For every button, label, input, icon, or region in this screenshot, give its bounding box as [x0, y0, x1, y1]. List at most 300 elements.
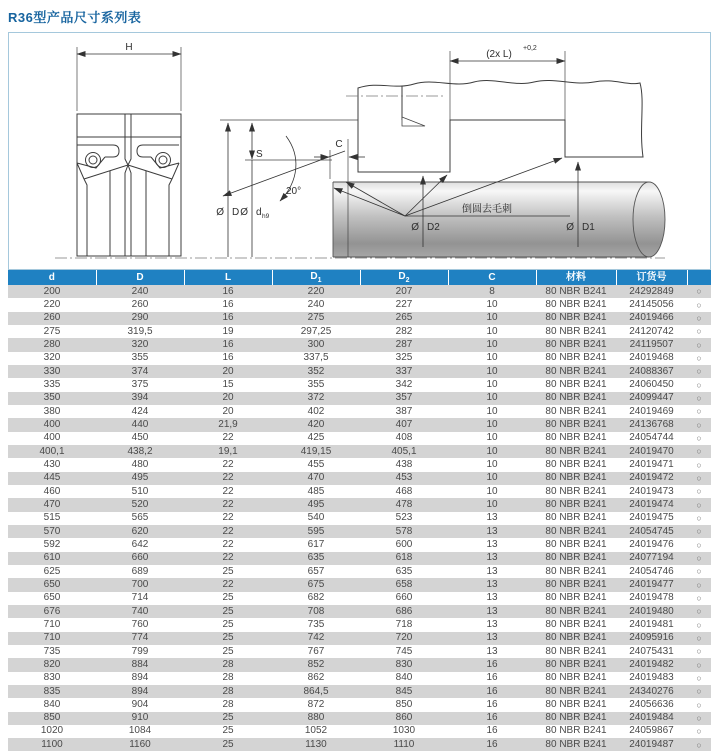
availability-circle: ○: [696, 686, 702, 697]
table-row: [8, 378, 711, 391]
cell: 740: [131, 605, 149, 617]
dim-D-label: D: [232, 207, 240, 218]
cell: 700: [131, 578, 149, 590]
table-row: [8, 618, 711, 631]
cell: 470: [43, 498, 61, 510]
cell: 595: [307, 525, 325, 537]
cell: 675: [307, 578, 325, 590]
cell: 16: [486, 725, 498, 737]
cell: 10: [486, 472, 498, 484]
cell: 13: [486, 618, 498, 630]
cell: 24054744: [629, 432, 674, 444]
cell: 282: [395, 325, 413, 337]
table-row: [8, 538, 711, 551]
table-row: [8, 445, 711, 458]
table-row: [8, 592, 711, 605]
cell: 480: [131, 458, 149, 470]
cell: 852: [307, 658, 325, 670]
cell: 375: [131, 378, 149, 390]
cell: 13: [486, 632, 498, 644]
availability-circle: ○: [696, 459, 702, 470]
table-row: [8, 458, 711, 471]
cell: 565: [131, 512, 149, 524]
cell: 1160: [129, 738, 151, 750]
dim-d-shaft-label: d: [256, 207, 262, 218]
cell: 24019482: [629, 658, 674, 670]
availability-circle: ○: [696, 433, 702, 444]
cell: 80 NBR B241: [545, 458, 607, 470]
dia-symbol-d1: Ø: [566, 222, 574, 233]
cell: 80 NBR B241: [545, 325, 607, 337]
cell: 24019468: [629, 352, 674, 364]
cell: 600: [395, 538, 413, 550]
cell: 760: [131, 618, 149, 630]
cell: 408: [395, 432, 413, 444]
cell: 220: [307, 285, 325, 297]
availability-circle: ○: [696, 659, 702, 670]
cell: 689: [131, 565, 149, 577]
availability-circle: ○: [696, 566, 702, 577]
availability-circle: ○: [696, 646, 702, 657]
cell: 80 NBR B241: [545, 538, 607, 550]
cell: 24095916: [629, 632, 674, 644]
cell: 618: [395, 552, 413, 564]
cell: 830: [395, 658, 413, 670]
cell: 80 NBR B241: [545, 472, 607, 484]
dim-c-label: C: [335, 139, 343, 150]
cell: 80 NBR B241: [545, 392, 607, 404]
table-row: [8, 392, 711, 405]
cell: 400,1: [39, 445, 65, 457]
cell: 300: [307, 338, 325, 350]
cell: 337,5: [303, 352, 329, 364]
cell: 24019466: [629, 312, 674, 324]
cell: 25: [222, 605, 234, 617]
cell: 478: [395, 498, 413, 510]
cell: 10: [486, 418, 498, 430]
availability-circle: ○: [696, 539, 702, 550]
table-row: [8, 498, 711, 511]
cell: 355: [307, 378, 325, 390]
dia-symbol-d2: Ø: [411, 222, 419, 233]
cell: 13: [486, 645, 498, 657]
cell: 260: [43, 312, 61, 324]
cell: 350: [43, 392, 61, 404]
cell: 24054746: [629, 565, 674, 577]
cell: 657: [307, 565, 325, 577]
table-row: [8, 525, 711, 538]
cell: 80 NBR B241: [545, 338, 607, 350]
dim-d-shaft-subscript: h9: [262, 213, 270, 220]
table-row: [8, 685, 711, 698]
cell: 22: [222, 552, 234, 564]
table-row: [8, 565, 711, 578]
cell: 708: [307, 605, 325, 617]
column-header: C: [448, 270, 536, 285]
cell: 515: [43, 512, 61, 524]
cell: 402: [307, 405, 325, 417]
cell: 578: [395, 525, 413, 537]
cell: 714: [131, 592, 149, 604]
shaft: [333, 182, 665, 257]
cell: 24075431: [629, 645, 674, 657]
cell: 22: [222, 525, 234, 537]
table-row: [8, 512, 711, 525]
column-header: 材料: [536, 270, 616, 285]
availability-circle: ○: [696, 632, 702, 643]
cell: 485: [307, 485, 325, 497]
table-row: [8, 725, 711, 738]
table-row: [8, 432, 711, 445]
availability-circle: ○: [696, 699, 702, 710]
cell: 25: [222, 712, 234, 724]
table-row: [8, 312, 711, 325]
cell: 80 NBR B241: [545, 378, 607, 390]
cell: 13: [486, 565, 498, 577]
cell: 10: [486, 432, 498, 444]
dim-2xl-tolerance: +0,2: [523, 45, 537, 52]
table-row: [8, 472, 711, 485]
table-row: [8, 365, 711, 378]
cell: 460: [43, 485, 61, 497]
availability-circle: ○: [696, 739, 702, 750]
cell: 676: [43, 605, 61, 617]
table-row: [8, 632, 711, 645]
cell: 22: [222, 498, 234, 510]
availability-circle: ○: [696, 512, 702, 523]
cell: 80 NBR B241: [545, 685, 607, 697]
cell: 10: [486, 298, 498, 310]
column-header: D: [96, 270, 184, 285]
cell: 290: [131, 312, 149, 324]
cell: 355: [131, 352, 149, 364]
cell: 25: [222, 632, 234, 644]
cell: 20: [222, 365, 234, 377]
cell: 80 NBR B241: [545, 432, 607, 444]
cell: 80 NBR B241: [545, 405, 607, 417]
availability-circle: ○: [696, 379, 702, 390]
cell: 394: [131, 392, 149, 404]
cell: 24019481: [629, 618, 674, 630]
column-header: d: [8, 270, 96, 285]
cell: 320: [131, 338, 149, 350]
dim-2xl-label: (2x L): [486, 49, 512, 60]
cell: 617: [307, 538, 325, 550]
cell: 325: [395, 352, 413, 364]
cell: 420: [307, 418, 325, 430]
column-header: [687, 270, 711, 285]
cell: 335: [43, 378, 61, 390]
installation-view: [216, 45, 665, 257]
cell: 10: [486, 378, 498, 390]
cell: 438,2: [127, 445, 153, 457]
cell: 22: [222, 485, 234, 497]
cell: 710: [43, 618, 61, 630]
cell: 845: [395, 685, 413, 697]
cell: 660: [395, 592, 413, 604]
cell: 25: [222, 592, 234, 604]
table-row: [8, 658, 711, 671]
cell: 24019483: [629, 672, 674, 684]
dimension-table: [8, 270, 711, 751]
cell: 320: [43, 352, 61, 364]
cell: 80 NBR B241: [545, 672, 607, 684]
table-row: [8, 712, 711, 725]
cell: 240: [131, 285, 149, 297]
cell: 860: [395, 712, 413, 724]
cell: 20: [222, 392, 234, 404]
cell: 650: [43, 578, 61, 590]
cell: 523: [395, 512, 413, 524]
cell: 16: [486, 738, 498, 750]
cell: 16: [222, 312, 234, 324]
cell: 850: [43, 712, 61, 724]
cell: 10: [486, 458, 498, 470]
cell: 520: [131, 498, 149, 510]
cell: 682: [307, 592, 325, 604]
cell: 742: [307, 632, 325, 644]
cell: 424: [131, 405, 149, 417]
availability-circle: ○: [696, 446, 702, 457]
cell: 13: [486, 512, 498, 524]
cell: 22: [222, 578, 234, 590]
table-row: [8, 418, 711, 431]
table-row: [8, 698, 711, 711]
cell: 16: [222, 298, 234, 310]
cell: 400: [43, 432, 61, 444]
cell: 1130: [305, 738, 327, 750]
cell: 16: [486, 658, 498, 670]
cell: 1020: [40, 725, 64, 737]
cell: 16: [222, 338, 234, 350]
cell: 13: [486, 538, 498, 550]
cell: 22: [222, 432, 234, 444]
availability-circle: ○: [696, 592, 702, 603]
cell: 28: [222, 658, 234, 670]
cell: 718: [395, 618, 413, 630]
cell: 650: [43, 592, 61, 604]
cell: 24059867: [629, 725, 674, 737]
table-row: [8, 578, 711, 591]
availability-circle: ○: [696, 499, 702, 510]
cell: 774: [131, 632, 149, 644]
cell: 16: [486, 685, 498, 697]
cell: 80 NBR B241: [545, 552, 607, 564]
table-row: [8, 405, 711, 418]
cell: 24019478: [629, 592, 674, 604]
cell: 80 NBR B241: [545, 512, 607, 524]
cell: 1110: [393, 738, 415, 750]
cell: 24077194: [629, 552, 674, 564]
cell: 24340276: [629, 685, 674, 697]
cell: 374: [131, 365, 149, 377]
cell: 686: [395, 605, 413, 617]
table-row: [8, 672, 711, 685]
dim-d2-label: D2: [427, 222, 440, 233]
cell: 10: [486, 498, 498, 510]
cell: 820: [43, 658, 61, 670]
cell: 80 NBR B241: [545, 618, 607, 630]
table-row: [8, 325, 711, 338]
cell: 10: [486, 445, 498, 457]
cell: 592: [43, 538, 61, 550]
cell: 22: [222, 538, 234, 550]
cell: 440: [131, 418, 149, 430]
cell: 24120742: [629, 325, 674, 337]
cell: 200: [43, 285, 61, 297]
cell: 635: [395, 565, 413, 577]
table-row: [8, 298, 711, 311]
cell: 862: [307, 672, 325, 684]
cell: 910: [131, 712, 149, 724]
availability-circle: ○: [696, 339, 702, 350]
cell: 835: [43, 685, 61, 697]
cell: 80 NBR B241: [545, 565, 607, 577]
cell: 425: [307, 432, 325, 444]
availability-circle: ○: [696, 419, 702, 430]
cell: 24056636: [629, 698, 674, 710]
table-row: [8, 738, 711, 751]
cell: 80 NBR B241: [545, 365, 607, 377]
cell: 240: [307, 298, 325, 310]
availability-circle: ○: [696, 579, 702, 590]
cell: 840: [395, 672, 413, 684]
cell: 20: [222, 405, 234, 417]
cell: 610: [43, 552, 61, 564]
cell: 470: [307, 472, 325, 484]
cell: 24019475: [629, 512, 674, 524]
cell: 24119507: [629, 338, 674, 350]
cell: 884: [131, 658, 149, 670]
cell: 407: [395, 418, 413, 430]
cell: 22: [222, 458, 234, 470]
cell: 80 NBR B241: [545, 632, 607, 644]
cell: 275: [43, 325, 61, 337]
cell: 419,15: [300, 445, 332, 457]
cell: 260: [131, 298, 149, 310]
cell: 864,5: [303, 685, 329, 697]
page-title: R36型产品尺寸系列表: [8, 10, 142, 25]
dia-symbol-d: Ø: [240, 207, 248, 218]
cell: 16: [486, 712, 498, 724]
cell: 10: [486, 405, 498, 417]
dia-symbol-D: Ø: [216, 207, 224, 218]
availability-circle: ○: [696, 286, 702, 297]
cell: 25: [222, 618, 234, 630]
cell: 80 NBR B241: [545, 712, 607, 724]
cell: 450: [131, 432, 149, 444]
dim-s-label: S: [256, 149, 263, 160]
cell: 10: [486, 325, 498, 337]
cell: 80 NBR B241: [545, 525, 607, 537]
cell: 767: [307, 645, 325, 657]
cell: 620: [131, 525, 149, 537]
table-row: [8, 352, 711, 365]
cell: 16: [486, 672, 498, 684]
column-header: L: [184, 270, 272, 285]
availability-circle: ○: [696, 712, 702, 723]
cell: 510: [131, 485, 149, 497]
cell: 22: [222, 512, 234, 524]
cell: 25: [222, 725, 234, 737]
cell: 438: [395, 458, 413, 470]
dim-2xl: [450, 45, 565, 157]
cell: 642: [131, 538, 149, 550]
cell: 15: [222, 378, 234, 390]
cell: 19,1: [218, 445, 238, 457]
cell: 24019484: [629, 712, 674, 724]
cell: 13: [486, 592, 498, 604]
cell: 658: [395, 578, 413, 590]
cell: 28: [222, 698, 234, 710]
cell: 287: [395, 338, 413, 350]
cell: 710: [43, 632, 61, 644]
availability-circle: ○: [696, 619, 702, 630]
cell: 25: [222, 645, 234, 657]
cell: 735: [43, 645, 61, 657]
cell: 24019477: [629, 578, 674, 590]
cell: 80 NBR B241: [545, 498, 607, 510]
cell: 468: [395, 485, 413, 497]
cell: 13: [486, 578, 498, 590]
cell: 840: [43, 698, 61, 710]
cell: 24054745: [629, 525, 674, 537]
cell: 207: [395, 285, 413, 297]
availability-circle: ○: [696, 299, 702, 310]
column-header: 订货号: [616, 270, 687, 285]
cell: 10: [486, 338, 498, 350]
table-body: [8, 285, 711, 751]
dim-h-label: H: [125, 42, 133, 53]
cell: 80 NBR B241: [545, 605, 607, 617]
cell: 1052: [304, 725, 328, 737]
availability-circle: ○: [696, 326, 702, 337]
cell: 227: [395, 298, 413, 310]
cell: 24019471: [629, 458, 674, 470]
cell: 380: [43, 405, 61, 417]
cell: 387: [395, 405, 413, 417]
cell: 625: [43, 565, 61, 577]
cell: 80 NBR B241: [545, 698, 607, 710]
availability-circle: ○: [696, 526, 702, 537]
cell: 799: [131, 645, 149, 657]
availability-circle: ○: [696, 726, 702, 737]
table-row: [8, 605, 711, 618]
table-header: [8, 270, 711, 285]
cell: 10: [486, 312, 498, 324]
cell: 495: [307, 498, 325, 510]
cell: 16: [486, 698, 498, 710]
cell: 372: [307, 392, 325, 404]
cell: 357: [395, 392, 413, 404]
cell: 894: [131, 685, 149, 697]
cell: 745: [395, 645, 413, 657]
cell: 570: [43, 525, 61, 537]
cell: 10: [486, 485, 498, 497]
cell: 24019474: [629, 498, 674, 510]
cell: 24292849: [629, 285, 674, 297]
cell: 24019473: [629, 485, 674, 497]
cell: 24145056: [629, 298, 674, 310]
housing: [346, 80, 643, 172]
cell: 25: [222, 565, 234, 577]
cell: 13: [486, 605, 498, 617]
cell: 13: [486, 552, 498, 564]
cell: 13: [486, 525, 498, 537]
table-wrap: [8, 270, 711, 751]
table-row: [8, 338, 711, 351]
cell: 635: [307, 552, 325, 564]
